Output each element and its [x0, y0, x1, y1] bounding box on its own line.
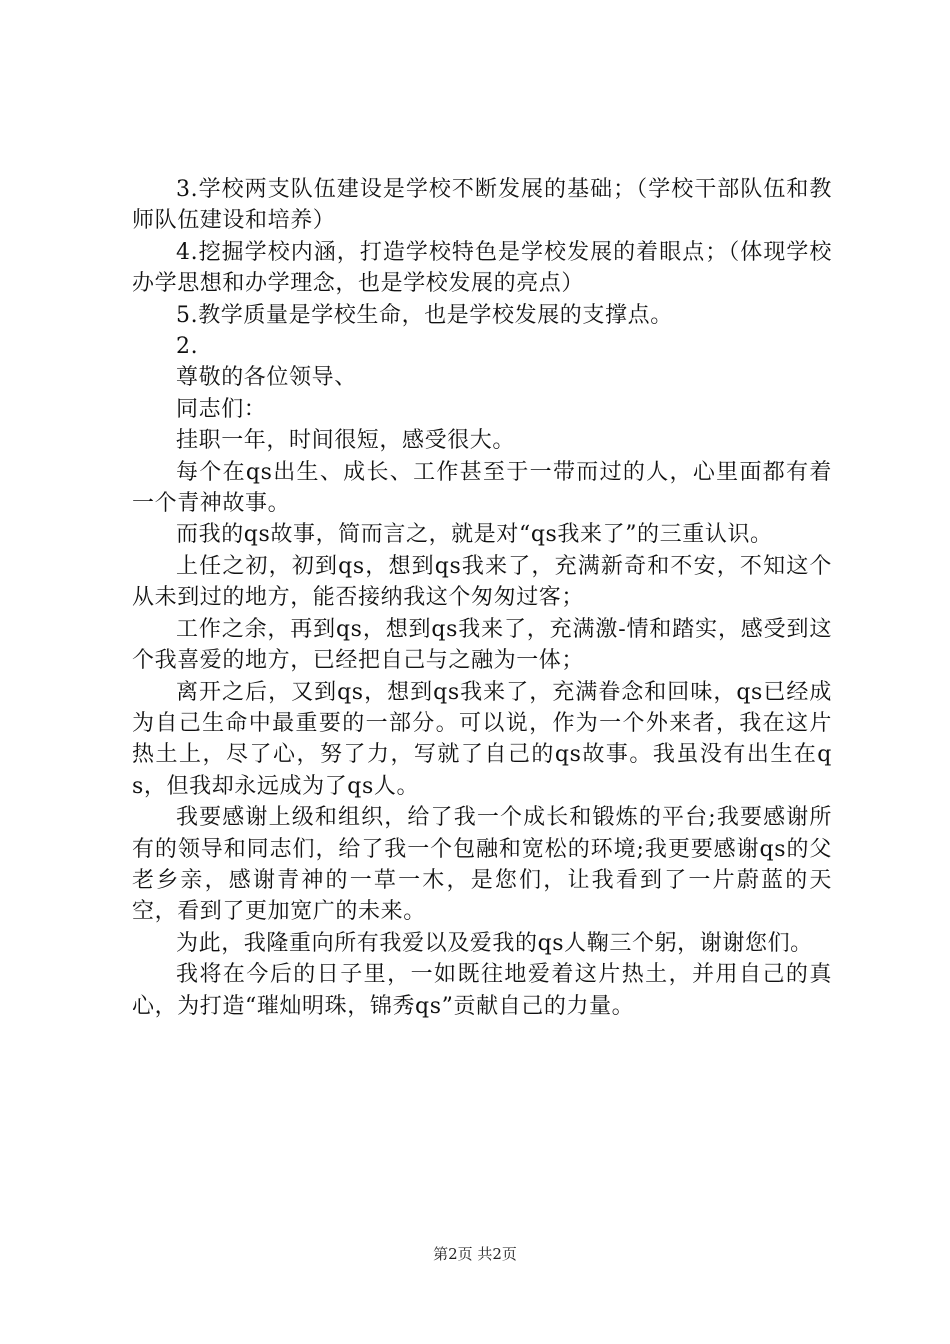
paragraph-thanks: 我要感谢上级和组织，给了我一个成长和锻炼的平台;我要感谢所有的领导和同志们，给了我一个包融和宽松的环境;我更要感谢qs的父老乡亲，感谢青神的一草一木，是您们，让我看到了一片蔚蓝的天空，看到了更加宽广的未来。: [132, 805, 832, 925]
paragraph-work: 工作之余，再到qs，想到qs我来了，充满激-情和踏实，感受到这个我喜爱的地方，已经把自己与之融为一体；: [132, 616, 832, 674]
paragraph-bow: 为此，我隆重向所有我爱以及爱我的qs人鞠三个躬，谢谢您们。: [176, 930, 813, 956]
paragraph-closing: 我将在今后的日子里，一如既往地爱着这片热土，并用自己的真心，为打造“璀灿明珠，锦秀qs”贡献自己的力量。: [132, 962, 832, 1019]
paragraph-item-4: 4.挖掘学校内涵，打造学校特色是学校发展的着眼点；（体现学校办学思想和办学理念，也是学校发展的亮点）: [132, 239, 832, 297]
paragraph-opening: 挂职一年，时间很短，感受很大。: [176, 428, 516, 454]
section-number: 2.: [176, 334, 199, 360]
document-body: [132, 174, 832, 1022]
paragraph-story: 每个在qs出生、成长、工作甚至于一带而过的人，心里面都有着一个青神故事。: [132, 459, 832, 517]
paragraph-three-understandings: 而我的qs故事，简而言之，就是对“qs我来了”的三重认识。: [176, 522, 773, 548]
paragraph-item-5: 5.教学质量是学校生命，也是学校发展的支撑点。: [176, 302, 673, 328]
salutation-comrades: 同志们：: [176, 396, 267, 422]
salutation-leaders: 尊敬的各位领导、: [176, 365, 357, 391]
paragraph-item-3: 3.学校两支队伍建设是学校不断发展的基础；（学校干部队伍和教师队伍建设和培养）: [132, 177, 832, 234]
page-number-footer: 第2页 共2页: [433, 1245, 517, 1263]
paragraph-arrival: 上任之初，初到qs，想到qs我来了，充满新奇和不安，不知这个从未到过的地方，能否接纳我这个匆匆过客；: [132, 553, 832, 611]
paragraph-departure: 离开之后，又到qs，想到qs我来了，充满眷念和回味，qs已经成为自己生命中最重要的一部分。可以说，作为一个外来者，我在这片热土上，尽了心，努了力，写就了自己的qs故事。我虽没有出生在qs，但我却永远成为了qs人。: [132, 679, 832, 799]
